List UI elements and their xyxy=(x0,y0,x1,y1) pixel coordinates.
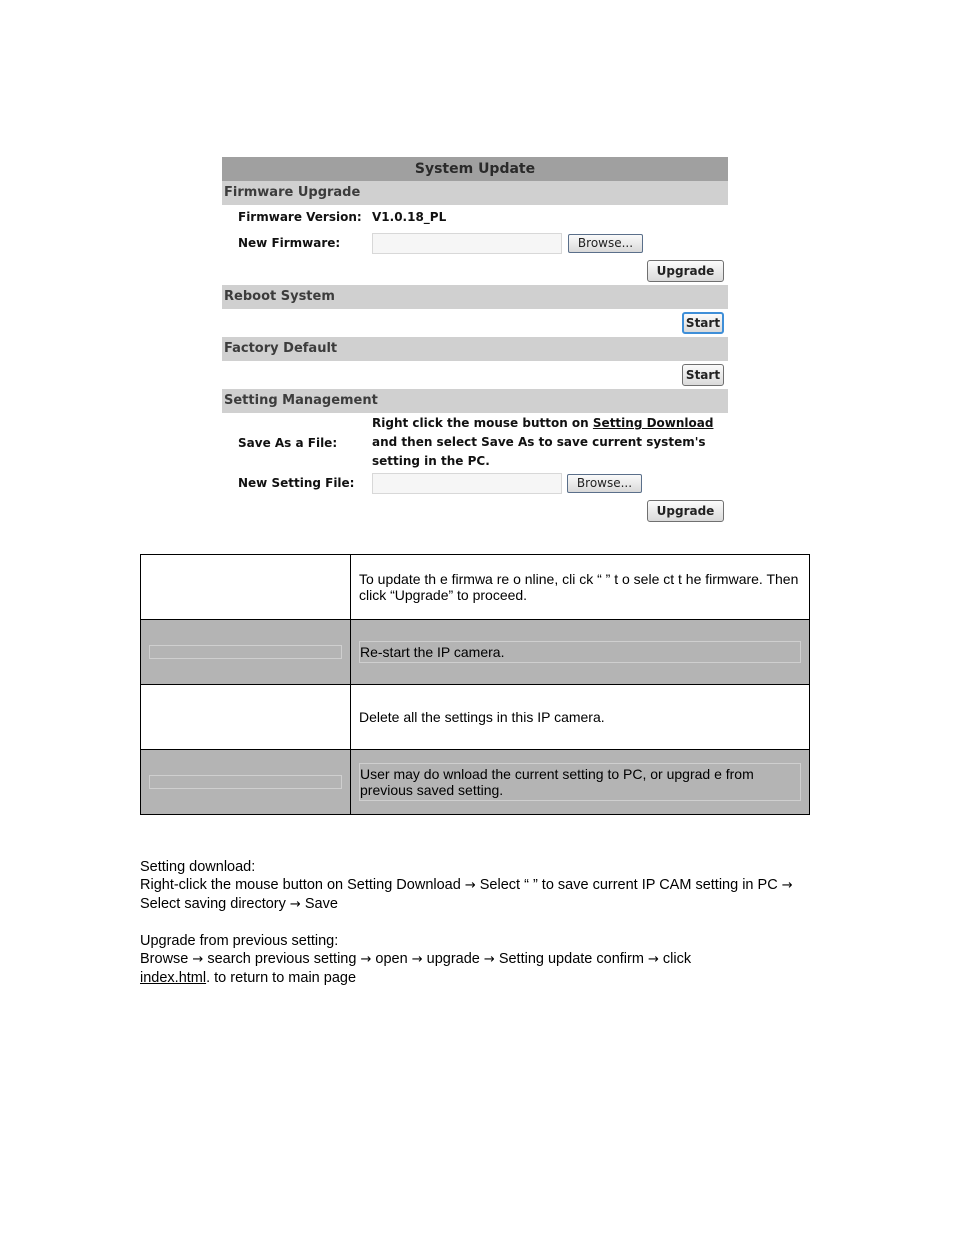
arrow-icon: → xyxy=(464,878,476,893)
factory-start-button[interactable]: Start xyxy=(682,364,724,386)
setting-download-heading: Setting download: xyxy=(140,859,256,875)
table-cell-desc xyxy=(351,750,810,815)
step-text: search previous setting xyxy=(203,951,361,967)
firmware-version-value: V1.0.18_PL xyxy=(372,210,447,224)
arrow-icon: → xyxy=(360,952,372,967)
step-text: Right-click the mouse button on Setting Download xyxy=(140,877,465,893)
save-desc-text-2: and then select Save As to save current system's setting in the PC. xyxy=(372,435,706,468)
new-setting-file-label: New Setting File: xyxy=(238,476,355,490)
table-cell-desc-text: Re-start the IP camera. xyxy=(359,641,801,663)
step-text: Browse xyxy=(140,951,193,967)
arrow-icon: → xyxy=(289,897,301,912)
arrow-icon: → xyxy=(647,952,659,967)
step-text: Setting update confirm xyxy=(494,951,648,967)
upgrade-steps xyxy=(140,950,812,987)
save-as-file-row xyxy=(222,413,728,471)
table-row xyxy=(141,620,810,685)
description-table xyxy=(140,554,810,815)
step-text: upgrade xyxy=(422,951,484,967)
new-setting-file-input[interactable] xyxy=(372,473,562,494)
arrow-icon: → xyxy=(483,952,495,967)
arrow-icon: → xyxy=(192,952,204,967)
upgrade-heading: Upgrade from previous setting: xyxy=(140,933,339,949)
table-row xyxy=(141,750,810,815)
setting-browse-button[interactable]: Browse... xyxy=(567,474,642,493)
placeholder-box xyxy=(149,645,342,659)
firmware-version-row xyxy=(222,205,728,231)
instructions xyxy=(140,858,812,987)
factory-default-heading: Factory Default xyxy=(222,337,728,361)
step-text: . to return to main page xyxy=(206,970,357,986)
firmware-browse-button[interactable]: Browse... xyxy=(568,234,643,253)
setting-management-heading: Setting Management xyxy=(222,389,728,413)
arrow-icon: → xyxy=(411,952,423,967)
save-desc-text: Right click the mouse button on xyxy=(372,416,593,430)
firmware-upgrade-heading: Firmware Upgrade xyxy=(222,181,728,205)
save-as-file-description xyxy=(372,414,728,471)
table-cell-label xyxy=(141,555,351,620)
new-firmware-file-input[interactable] xyxy=(372,233,562,254)
table-cell-label xyxy=(141,620,351,685)
panel-title: System Update xyxy=(222,157,728,181)
setting-download-steps xyxy=(140,876,812,914)
setting-upgrade-button[interactable]: Upgrade xyxy=(647,500,724,522)
table-cell-desc: Delete all the settings in this IP camera. xyxy=(351,685,810,750)
firmware-upgrade-button[interactable]: Upgrade xyxy=(647,260,724,282)
step-text: open xyxy=(371,951,412,967)
new-firmware-row xyxy=(222,231,728,257)
factory-row xyxy=(222,361,728,389)
reboot-system-heading: Reboot System xyxy=(222,285,728,309)
table-cell-desc xyxy=(351,620,810,685)
reboot-row xyxy=(222,309,728,337)
step-text: click xyxy=(658,951,692,967)
firmware-upgrade-row xyxy=(222,257,728,285)
table-cell-desc-text: User may do wnload the current setting to PC, or upgrad e from previous saved setting. xyxy=(359,763,801,801)
table-cell-desc: To update th e firmwa re o nline, cli ck “ ” t o sele ct t he firmware. Then click “Upgrade” to proceed. xyxy=(351,555,810,620)
reboot-start-button[interactable]: Start xyxy=(682,312,724,334)
new-firmware-label: New Firmware: xyxy=(238,236,341,250)
new-setting-file-row xyxy=(222,471,728,497)
index-html-link[interactable]: index.html xyxy=(140,970,207,986)
table-cell-label xyxy=(141,685,351,750)
placeholder-box xyxy=(149,775,342,789)
table-row xyxy=(141,685,810,750)
table-cell-label xyxy=(141,750,351,815)
firmware-version-label: Firmware Version: xyxy=(238,210,362,224)
arrow-icon: → xyxy=(781,878,793,893)
table-row xyxy=(141,555,810,620)
save-as-file-label: Save As a File: xyxy=(238,436,338,450)
step-text: Select saving directory xyxy=(140,896,290,912)
step-text: Save xyxy=(300,896,338,912)
setting-download-link[interactable]: Setting Download xyxy=(592,416,714,430)
setting-upgrade-row xyxy=(222,497,728,525)
system-update-panel xyxy=(222,157,728,525)
step-text: Select “ ” to save current IP CAM setting in PC xyxy=(475,877,782,893)
